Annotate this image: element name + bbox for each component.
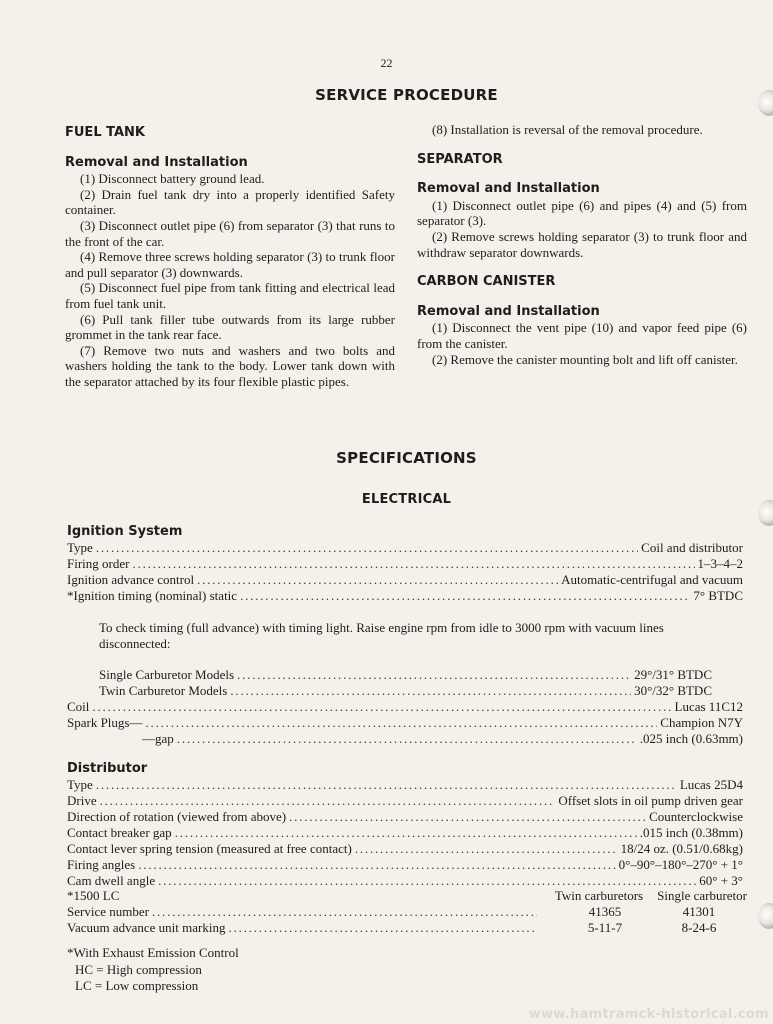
- spec-value: 0°–90°–180°–270° + 1°: [618, 857, 743, 872]
- spec-label: Direction of rotation (viewed from above): [67, 809, 287, 824]
- binder-hole-middle: [758, 500, 773, 526]
- spec-value: .025 inch (0.63mm): [639, 731, 743, 746]
- canister-step-2: (2) Remove the canister mounting bolt and lift off canister.: [432, 351, 738, 367]
- spark-plugs-row: [67, 715, 743, 731]
- electrical-heading: ELECTRICAL: [361, 492, 452, 507]
- single-value: 8-24-6: [681, 920, 717, 935]
- spec-value: Champion N7Y: [660, 715, 743, 730]
- spec-value: .015 inch (0.38mm): [639, 825, 743, 840]
- plug-gap-row: [142, 731, 743, 747]
- ignition-timing-row: [67, 588, 743, 604]
- cam-dwell-row: [67, 873, 743, 889]
- distributor-type-row: [67, 777, 743, 793]
- fuel-step-4: (4) Remove three screws holding separator (3) to trunk floor and pull separator (3) downwards.: [65, 249, 395, 280]
- lc-header-row: [67, 888, 747, 904]
- advance-control-row: [67, 572, 743, 588]
- twin-value: 5-11-7: [587, 920, 623, 935]
- specifications-title: SPECIFICATIONS: [336, 449, 477, 467]
- fuel-step-8: (8) Installation is reversal of the removal procedure.: [432, 122, 703, 137]
- footnote-hc: HC = High compression: [75, 962, 202, 977]
- fuel-step-1: (1) Disconnect battery ground lead.: [80, 171, 265, 187]
- breaker-gap-row: [67, 825, 743, 841]
- coil-row: [67, 699, 743, 715]
- twin-carburetors-header: Twin carburetors: [554, 888, 644, 903]
- spec-label: Service number: [67, 904, 149, 919]
- spec-value: Lucas 11C12: [674, 699, 743, 714]
- twin-value: 41365: [588, 904, 622, 919]
- binder-hole-bottom: [758, 903, 773, 929]
- spec-value: Lucas 25D4: [679, 777, 743, 792]
- rotation-row: [67, 809, 743, 825]
- spec-label: Firing angles: [67, 857, 136, 872]
- ignition-type-row: [67, 540, 743, 556]
- vacuum-marking-row: [67, 920, 747, 936]
- single-carb-row: [99, 667, 712, 683]
- fuel-step-6: (6) Pull tank filler tube outwards from its large rubber grommet in the tank rear face.: [65, 311, 395, 343]
- spec-value: Coil and distributor: [641, 540, 743, 555]
- fuel-step-5: (5) Disconnect fuel pipe from tank fitting and electrical lead from fuel tank unit.: [65, 280, 395, 311]
- single-carburetor-header: Single carburetor: [657, 888, 747, 903]
- service-procedure-title: SERVICE PROCEDURE: [315, 86, 498, 104]
- spec-label: Type: [67, 777, 93, 792]
- spec-label: Ignition advance control: [67, 572, 195, 587]
- carbon-canister-heading: CARBON CANISTER: [417, 274, 556, 290]
- spec-label: Drive: [67, 793, 97, 808]
- canister-removal-heading: Removal and Installation: [417, 303, 600, 319]
- spec-label: Firing order: [67, 556, 130, 571]
- fuel-step-2: (2) Drain fuel tank dry into a properly identified Safety container.: [65, 186, 395, 218]
- fuel-step-7: (7) Remove two nuts and washers and two bolts and washers holding the tank to the body. Lower tank down with the separator attached by its four flexible plastic pipes.: [65, 342, 395, 389]
- spec-label: Single Carburetor Models: [99, 667, 235, 682]
- spec-label: *Ignition timing (nominal) static: [67, 588, 238, 603]
- spec-label: —gap: [142, 731, 174, 746]
- separator-heading: SEPARATOR: [417, 151, 503, 167]
- spec-value: 29°/31° BTDC: [634, 667, 712, 682]
- right-column: [417, 122, 747, 367]
- spec-label: Coil: [67, 699, 90, 714]
- spec-value: Counterclockwise: [649, 809, 743, 824]
- spec-label: Twin Carburetor Models: [99, 683, 228, 698]
- fuel-tank-removal-heading: Removal and Installation: [65, 154, 248, 170]
- single-value: 41301: [682, 904, 716, 919]
- spec-label: *1500 LC: [67, 888, 120, 903]
- fuel-tank-heading: FUEL TANK: [65, 125, 145, 140]
- separator-step-2: (2) Remove screws holding separator (3) to trunk floor and withdraw separator downwards.: [417, 228, 747, 260]
- footnote-emission: *With Exhaust Emission Control: [67, 945, 239, 960]
- spec-label: Contact lever spring tension (measured at free contact): [67, 841, 352, 856]
- spec-value: Offset slots in oil pump driven gear: [558, 793, 743, 808]
- drive-row: [67, 793, 743, 809]
- twin-carb-row: [99, 683, 712, 699]
- left-column: [65, 125, 395, 390]
- timing-note: To check timing (full advance) with timing light. Raise engine rpm from idle to 3000 rpm with vacuum lines disconnected:: [99, 620, 664, 651]
- firing-angles-row: [67, 857, 743, 873]
- separator-step-1: (1) Disconnect outlet pipe (6) and pipes (4) and (5) from separator (3).: [417, 197, 747, 229]
- spec-value: 60° + 3°: [699, 873, 743, 888]
- footnote-lc: LC = Low compression: [75, 978, 199, 993]
- spec-value: 18/24 oz. (0.51/0.68kg): [620, 841, 743, 856]
- spec-value: Automatic-centrifugal and vacuum: [561, 572, 743, 587]
- spec-label: Type: [67, 540, 93, 555]
- spec-value: 30°/32° BTDC: [634, 683, 712, 698]
- page-number: 22: [380, 56, 393, 70]
- separator-removal-heading: Removal and Installation: [417, 181, 600, 197]
- spec-label: Vacuum advance unit marking: [67, 920, 226, 935]
- canister-step-1: (1) Disconnect the vent pipe (10) and vapor feed pipe (6) from the canister.: [417, 320, 747, 351]
- spec-value: 7° BTDC: [693, 588, 743, 603]
- spec-label: Spark Plugs—: [67, 715, 143, 730]
- service-number-row: [67, 904, 747, 920]
- spec-label: Cam dwell angle: [67, 873, 156, 888]
- spec-value: 1–3–4–2: [697, 556, 743, 571]
- ignition-system-heading: Ignition System: [67, 524, 183, 539]
- distributor-heading: Distributor: [67, 761, 148, 776]
- spring-tension-row: [67, 841, 743, 857]
- binder-hole-top: [758, 90, 773, 116]
- firing-order-row: [67, 556, 743, 572]
- spec-label: Contact breaker gap: [67, 825, 172, 840]
- watermark-text: www.hamtramck-historical.com: [528, 1007, 769, 1022]
- fuel-step-3: (3) Disconnect outlet pipe (6) from separator (3) that runs to the front of the car.: [65, 217, 395, 249]
